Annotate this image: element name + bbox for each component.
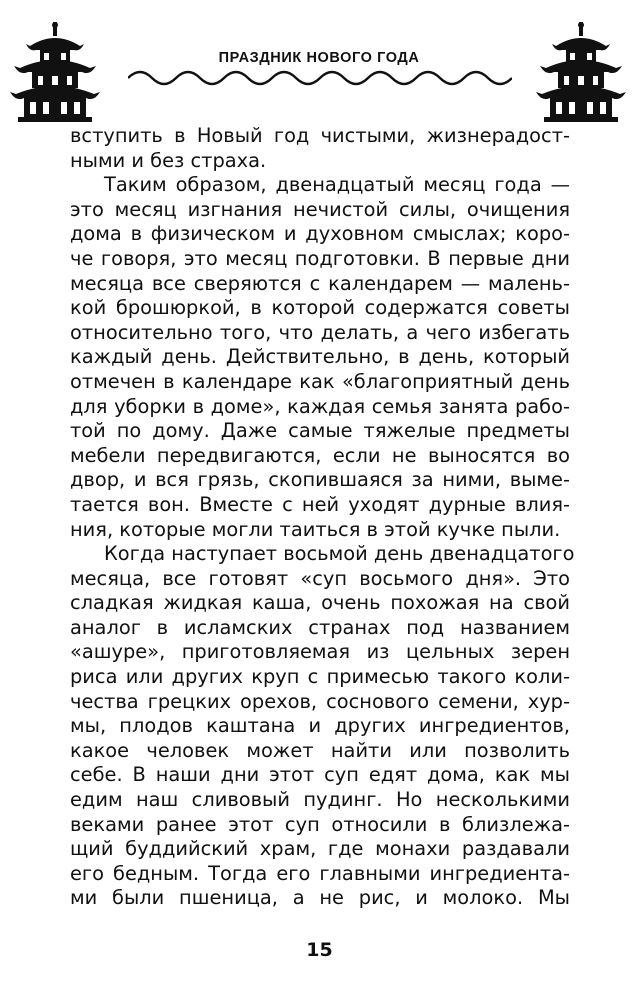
text-line: себе. В наши дни этот суп едят дома, как мы — [70, 763, 570, 787]
text-line: двор, и вся грязь, скопившаяся за ними, выме- — [70, 468, 570, 492]
text-line: щий буддийский храм, где монахи раздавали — [70, 837, 570, 861]
text-line: Когда наступает восьмой день двенадцатого — [104, 542, 575, 566]
text-line: мы, плодов каштана и других ингредиентов, — [70, 714, 570, 738]
text-line: той по дому. Даже самые тяжелые предметы — [70, 419, 570, 443]
text-line: кой брошюркой, в которой содержатся советы — [70, 296, 570, 320]
text-line: тается вон. Вместе с ней уходят дурные влия- — [70, 492, 570, 516]
text-line: Таким образом, двенадцатый месяц года — — [104, 173, 570, 197]
text-line: чества грецких орехов, соснового семени, хур- — [70, 689, 570, 713]
text-line: вступить в Новый год чистыми, жизнерадост- — [70, 124, 570, 147]
text-line: его бедным. Тогда его главными ингредиента- — [70, 861, 570, 885]
text-line: ными и без страха. — [70, 148, 267, 172]
text-line: аналог в исламских странах под названием — [70, 615, 570, 639]
text-line: че говоря, это месяц подготовки. В первые дни — [70, 246, 570, 270]
text-line: относительно того, что делать, а чего избегать — [70, 320, 570, 344]
text-line: ми были пшеница, а не рис, и молоко. Мы — [70, 886, 570, 910]
text-line: сладкая жидкая каша, очень похожая на свой — [70, 591, 570, 615]
text-line: каждый день. Действительно, в день, который — [70, 345, 570, 369]
text-line: месяца, все готовят «суп восьмого дня». Это — [70, 566, 570, 590]
pagoda-icon — [536, 22, 626, 122]
body-text — [70, 124, 575, 911]
text-line: это месяц изгнания нечистой силы, очищения — [70, 197, 570, 221]
text-line: мебели передвигаются, если не выносятся во — [70, 443, 570, 467]
running-header: ПРАЗДНИК НОВОГО ГОДА — [218, 50, 420, 66]
text-line: месяца все сверяются с календарем — малень- — [70, 271, 570, 295]
text-line: риса или других круп с примесью такого коли- — [70, 665, 570, 689]
wavy-line-ornament — [128, 66, 512, 90]
text-line: «ашуре», приготовляемая из цельных зерен — [70, 640, 570, 664]
text-line: дома в физическом и духовном смыслах; коро- — [70, 222, 570, 246]
text-line: для уборки в доме», каждая семья занята рабо- — [70, 394, 570, 418]
pagoda-icon — [10, 22, 100, 122]
text-line: веками ранее этот суп относили в близлежа- — [70, 812, 570, 836]
text-line: ния, которые могли таиться в этой кучке пыли. — [70, 517, 561, 541]
text-line: отмечен в календаре как «благоприятный день — [70, 369, 570, 393]
text-line: едим наш сливовый пудинг. Но несколькими — [70, 788, 570, 812]
text-line: какое человек может найти или позволить — [70, 738, 570, 762]
page-number: 15 — [306, 939, 333, 961]
